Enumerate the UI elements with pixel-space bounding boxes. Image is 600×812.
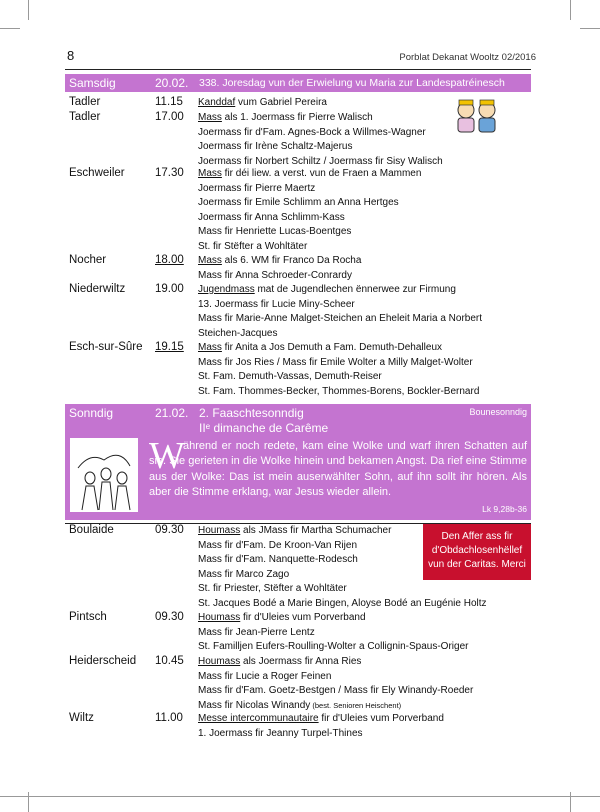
entry-keyword: Mass (198, 168, 222, 179)
entry-line: Mass fir d'Fam. Goetz-Bestgen / Mass fir Ely Winandy-Roeder (198, 685, 474, 696)
entry-line: Mass als 1. Joermass fir Pierre Walisch (198, 112, 373, 123)
entry-line: St. fir Stëfter a Wohltäter (198, 240, 308, 252)
entry-time: 10.45 (155, 655, 184, 667)
entry-line: Houmass als JMass fir Martha Schumacher (198, 525, 392, 536)
entry-line: Mass fir déi liew. a verst. vun de Fraen a Mammen (198, 168, 422, 179)
entry-place: Tadler (69, 96, 101, 108)
entry-line: Joermass fir Anna Schlimm-Kass (198, 211, 345, 223)
entry-line: Mass fir Jos Ries / Mass fir Emile Wolter a Milly Malget-Wolter (198, 356, 473, 368)
entry-line: Mass fir Jean-Pierre Lentz (198, 626, 315, 638)
entry-time: 09.30 (155, 524, 184, 536)
entry-keyword: Mass (198, 342, 222, 353)
entry-line: Houmass als Joermass fir Anna Ries (198, 656, 362, 667)
entry-place: Esch-sur-Sûre (69, 341, 143, 353)
entry-line: Mass fir d'Fam. De Kroon-Van Rijen (198, 539, 357, 551)
entry-line: Kanddaf vum Gabriel Pereira (198, 97, 327, 108)
entry-line: Joermass fir Pierre Maertz (198, 182, 316, 194)
band-subtitle: IIᵉ dimanche de Carême (199, 421, 329, 435)
entry-place: Tadler (69, 111, 101, 123)
band-right-label: Bounesonndig (469, 407, 527, 417)
entry-line: Mass fir Anita a Jos Demuth a Fam. Demuth-Dehalleux (198, 342, 442, 353)
entry-line: 1. Joermass fir Jeanny Turpel-Thines (198, 727, 363, 739)
entry-time: 17.30 (155, 167, 184, 179)
band-event: 338. Joresdag vun der Erwielung vu Maria zur Landespatréinesch (199, 77, 505, 89)
band-day: Sonndig (69, 406, 114, 420)
saturday-band (65, 74, 531, 92)
entry-time: 17.00 (155, 111, 184, 123)
entry-line: St. Familljen Eufers-Roulling-Wolter a Collignin-Spaus-Origer (198, 641, 469, 652)
entry-place: Pintsch (69, 611, 107, 623)
entry-line: Mass fir Marco Zago (198, 568, 290, 580)
entry-line: St. Fam. Demuth-Vassas, Demuth-Reiser (198, 371, 382, 382)
entry-place: Niederwiltz (69, 283, 126, 295)
entry-keyword: Mass (198, 112, 222, 123)
entry-keyword: Houmass (198, 525, 241, 536)
drop-cap: W (149, 435, 185, 477)
band-date: 20.02. (155, 76, 189, 90)
entry-line: Messe intercommunautaire fir d'Uleies vum Porverband (198, 713, 444, 724)
entry-line: Joermass fir Norbert Schiltz / Joermass fir Sisy Walisch (198, 155, 443, 167)
page-number: 8 (67, 48, 75, 63)
entry-time: 19.00 (155, 283, 184, 295)
gospel-quote: ährend er noch redete, kam eine Wolke und warf ihren Schatten auf sie. Sie gerieten in die Wolke hinein und bekamen Angst. Da rief eine Stimme aus der Wolke: Das ist mein auserwählter Sohn, auf ihn sollt ihr hören. Als aber die Stimme erklang, war Jesus wieder allein. (149, 440, 527, 498)
collection-notice: Den Affer ass fir d'Obdachlosenhëllef vun der Caritas. Merci (423, 524, 531, 580)
entry-line: Mass fir Marie-Anne Malget-Steichen an Eheleit Maria a Norbert (198, 313, 483, 324)
entry-time: 11.00 (155, 712, 183, 724)
entry-time: 09.30 (155, 611, 184, 623)
entry-keyword: Mass (198, 255, 222, 266)
entry-keyword: Houmass (198, 612, 241, 623)
entry-line: Mass als 6. WM fir Franco Da Rocha (198, 255, 362, 266)
entry-line: Mass fir d'Fam. Nanquette-Rodesch (198, 554, 358, 565)
entry-line: 13. Joermass fir Lucie Miny-Scheer (198, 298, 355, 310)
entry-place: Boulaide (69, 524, 114, 536)
entry-keyword: Houmass (198, 656, 241, 667)
band-title: 2. Faaschtesonndig (199, 406, 304, 420)
entry-time: 18.00 (155, 254, 184, 266)
entry-place: Wiltz (69, 712, 94, 724)
sunday-band (65, 404, 531, 520)
entry-keyword: Messe intercommunautaire (198, 713, 319, 724)
entry-line: Jugendmass mat de Jugendlechen ënnerwee zur Firmung (198, 284, 456, 295)
entry-line: Mass fir Lucie a Roger Feinen (198, 670, 332, 682)
entry-line: St. fir Priester, Stëfter a Wohltäter (198, 583, 347, 594)
entry-keyword: Jugendmass (198, 284, 255, 295)
entry-line: Steichen-Jacques (198, 327, 278, 339)
entry-line: Mass fir Nicolas Winandy (best. Senioren Heischent) (198, 699, 402, 711)
entry-line: Joermass fir Emile Schlimm an Anna Hertges (198, 197, 399, 208)
royal-figures-icon (452, 96, 502, 136)
entry-line: St. Fam. Thommes-Becker, Thommes-Borens, Bockler-Bernard (198, 385, 480, 397)
header-rule (65, 69, 531, 70)
entry-place: Nocher (69, 254, 107, 266)
entry-place: Eschweiler (69, 167, 125, 179)
entry-line: St. Jacques Bodé a Marie Bingen, Aloyse Bodé an Eugénie Holtz (198, 597, 487, 609)
gospel-reference: Lk 9,28b-36 (482, 504, 527, 514)
entry-place: Heiderscheid (69, 655, 137, 667)
entry-line: Houmass fir d'Uleies vum Porverband (198, 612, 366, 623)
entry-time: 19.15 (155, 341, 184, 353)
transfiguration-illustration (70, 438, 138, 512)
running-title: Porblat Dekanat Wooltz 02/2016 (399, 52, 536, 63)
band-date: 21.02. (155, 406, 189, 420)
bottom-rule (0, 796, 600, 797)
entry-line: Mass fir Anna Schroeder-Conrardy (198, 269, 352, 281)
entry-line: Mass fir Henriette Lucas-Boentges (198, 226, 352, 237)
band-day: Samsdig (69, 76, 116, 90)
entry-time: 11.15 (155, 96, 183, 108)
entry-keyword: Kanddaf (198, 97, 236, 108)
entry-line: Joermass fir d'Fam. Agnes-Bock a Willmes-Wagner (198, 126, 426, 138)
entry-line: Joermass fir Irène Schaltz-Majerus (198, 141, 353, 152)
